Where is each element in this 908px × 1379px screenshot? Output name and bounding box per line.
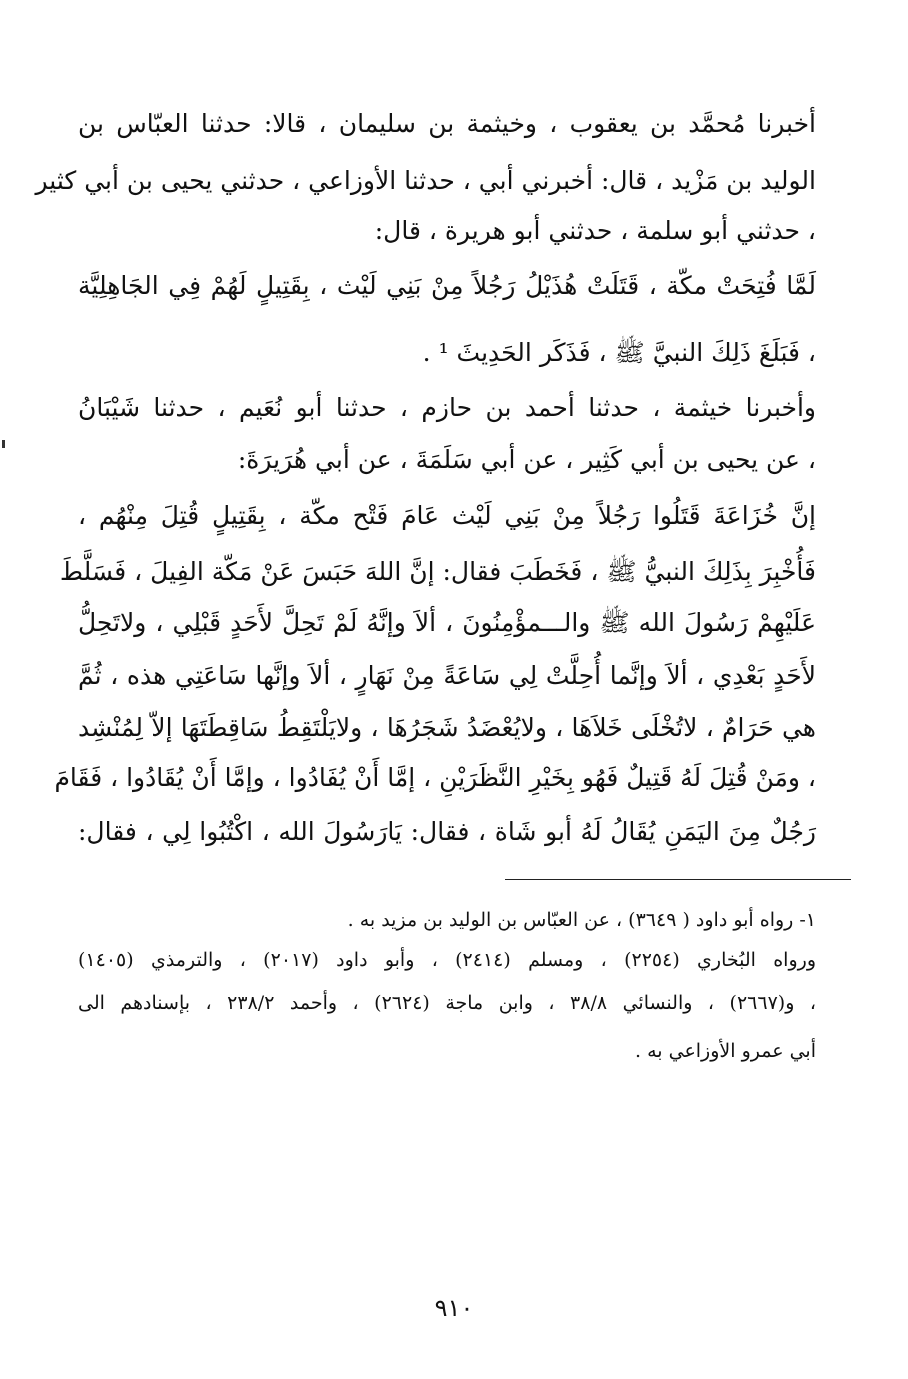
page-number: ٩١٠ — [434, 1294, 474, 1322]
body-line-8: إنَّ خُزَاعَةَ قَتَلُوا رَجُلاً مِنْ بَنِي لَيْث عَامَ فَتْح مكّة ، بِقَتِيلٍ قُتِلَ مِنْهُم ، — [78, 501, 816, 530]
body-line-13: ، ومَنْ قُتِلَ لَهُ قَتِيلٌ فَهُو بِخَيْرِ النَّظَرَيْنِ ، إمَّا أَنْ يُفَادُوا ، وإمَّا أَنْ يُقَادُوا ، فَقَامَ — [54, 763, 816, 792]
margin-mark — [2, 440, 5, 448]
body-line-3: ، حدثني أبو سلمة ، حدثني أبو هريرة ، قال: — [374, 216, 816, 245]
body-line-14: رَجُلٌ مِنَ اليَمَنِ يُقَالُ لَهُ أبو شَاة ، فقال: يَارَسُولَ الله ، اكْتُبُوا لِي ، فقال: — [78, 817, 816, 846]
body-line-6: وأخبرنا خيثمة ، حدثنا أحمد بن حازم ، حدثنا أبو نُعَيم ، حدثنا شَيْبَانُ — [78, 393, 816, 422]
body-line-1: أخبرنا مُحمَّد بن يعقوب ، وخيثمة بن سليمان ، قالا: حدثنا العبّاس بن — [78, 109, 816, 138]
body-line-4: لَمَّا فُتِحَتْ مكّة ، قَتَلَتْ هُذَيْلُ رَجُلاً مِنْ بَنِي لَيْث ، بِقَتِيلٍ لَهُمْ فِي الجَاهِلِيَّة — [78, 271, 816, 300]
body-line-9: فَأُخْبِرَ بِذَلِكَ النبيُّ ﷺ ، فَخَطَبَ فقال: إنَّ اللهَ حَبَسَ عَنْ مَكّة الفِيلَ ، فَسَلَّطَ — [59, 557, 816, 586]
footnote-line-4: أبي عمرو الأوزاعي به . — [635, 1040, 816, 1062]
footnote-line-3: ، و(٢٦٦٧) ، والنسائي ٣٨/٨ ، وابن ماجة (٢٦٢٤) ، وأحمد ٢٣٨/٢ ، بإسنادهم الى — [78, 992, 816, 1014]
footnote-line-2: ورواه البُخاري (٢٢٥٤) ، ومسلم (٢٤١٤) ، وأبو داود (٢٠١٧) ، والترمذي (١٤٠٥) — [78, 949, 816, 971]
body-line-7: ، عن يحيى بن أبي كَثِير ، عن أبي سَلَمَةَ ، عن أبي هُرَيرَةَ: — [237, 445, 816, 474]
body-line-12: هي حَرَامٌ ، لاتُخْلَى خَلاَهَا ، ولايُعْضَدُ شَجَرُهَا ، ولايَلْتَقِطُ سَاقِطَتَهَا إلاّ لِمُنْشِد — [78, 713, 816, 742]
body-line-2: الوليد بن مَزْيد ، قال: أخبرني أبي ، حدثنا الأوزاعي ، حدثني يحيى بن أبي كثير — [35, 166, 816, 195]
footnote-separator — [505, 879, 851, 880]
body-line-11: لأَحَدٍ بَعْدِي ، ألاَ وإنَّما أُحِلَّتْ لِي سَاعَةً مِنْ نَهَارٍ ، ألاَ وإنَّها سَاعَتِي هذه ، ثُمَّ — [78, 661, 816, 690]
body-line-10: عَلَيْهِمْ رَسُولَ الله ﷺ والـــمؤْمِنُونَ ، ألاَ وإنَّهُ لَمْ تَحِلَّ لأَحَدٍ قَبْلِي ، ولاتَحِلُّ — [78, 608, 816, 637]
footnote-line-1: ١- رواه أبو داود ( ٣٦٤٩) ، عن العبّاس بن الوليد بن مزيد به . — [347, 909, 816, 931]
body-line-5: ، فَبَلَغَ ذَلِكَ النبيَّ ﷺ ، فَذَكَر الحَدِيثَ ¹ . — [422, 338, 816, 367]
